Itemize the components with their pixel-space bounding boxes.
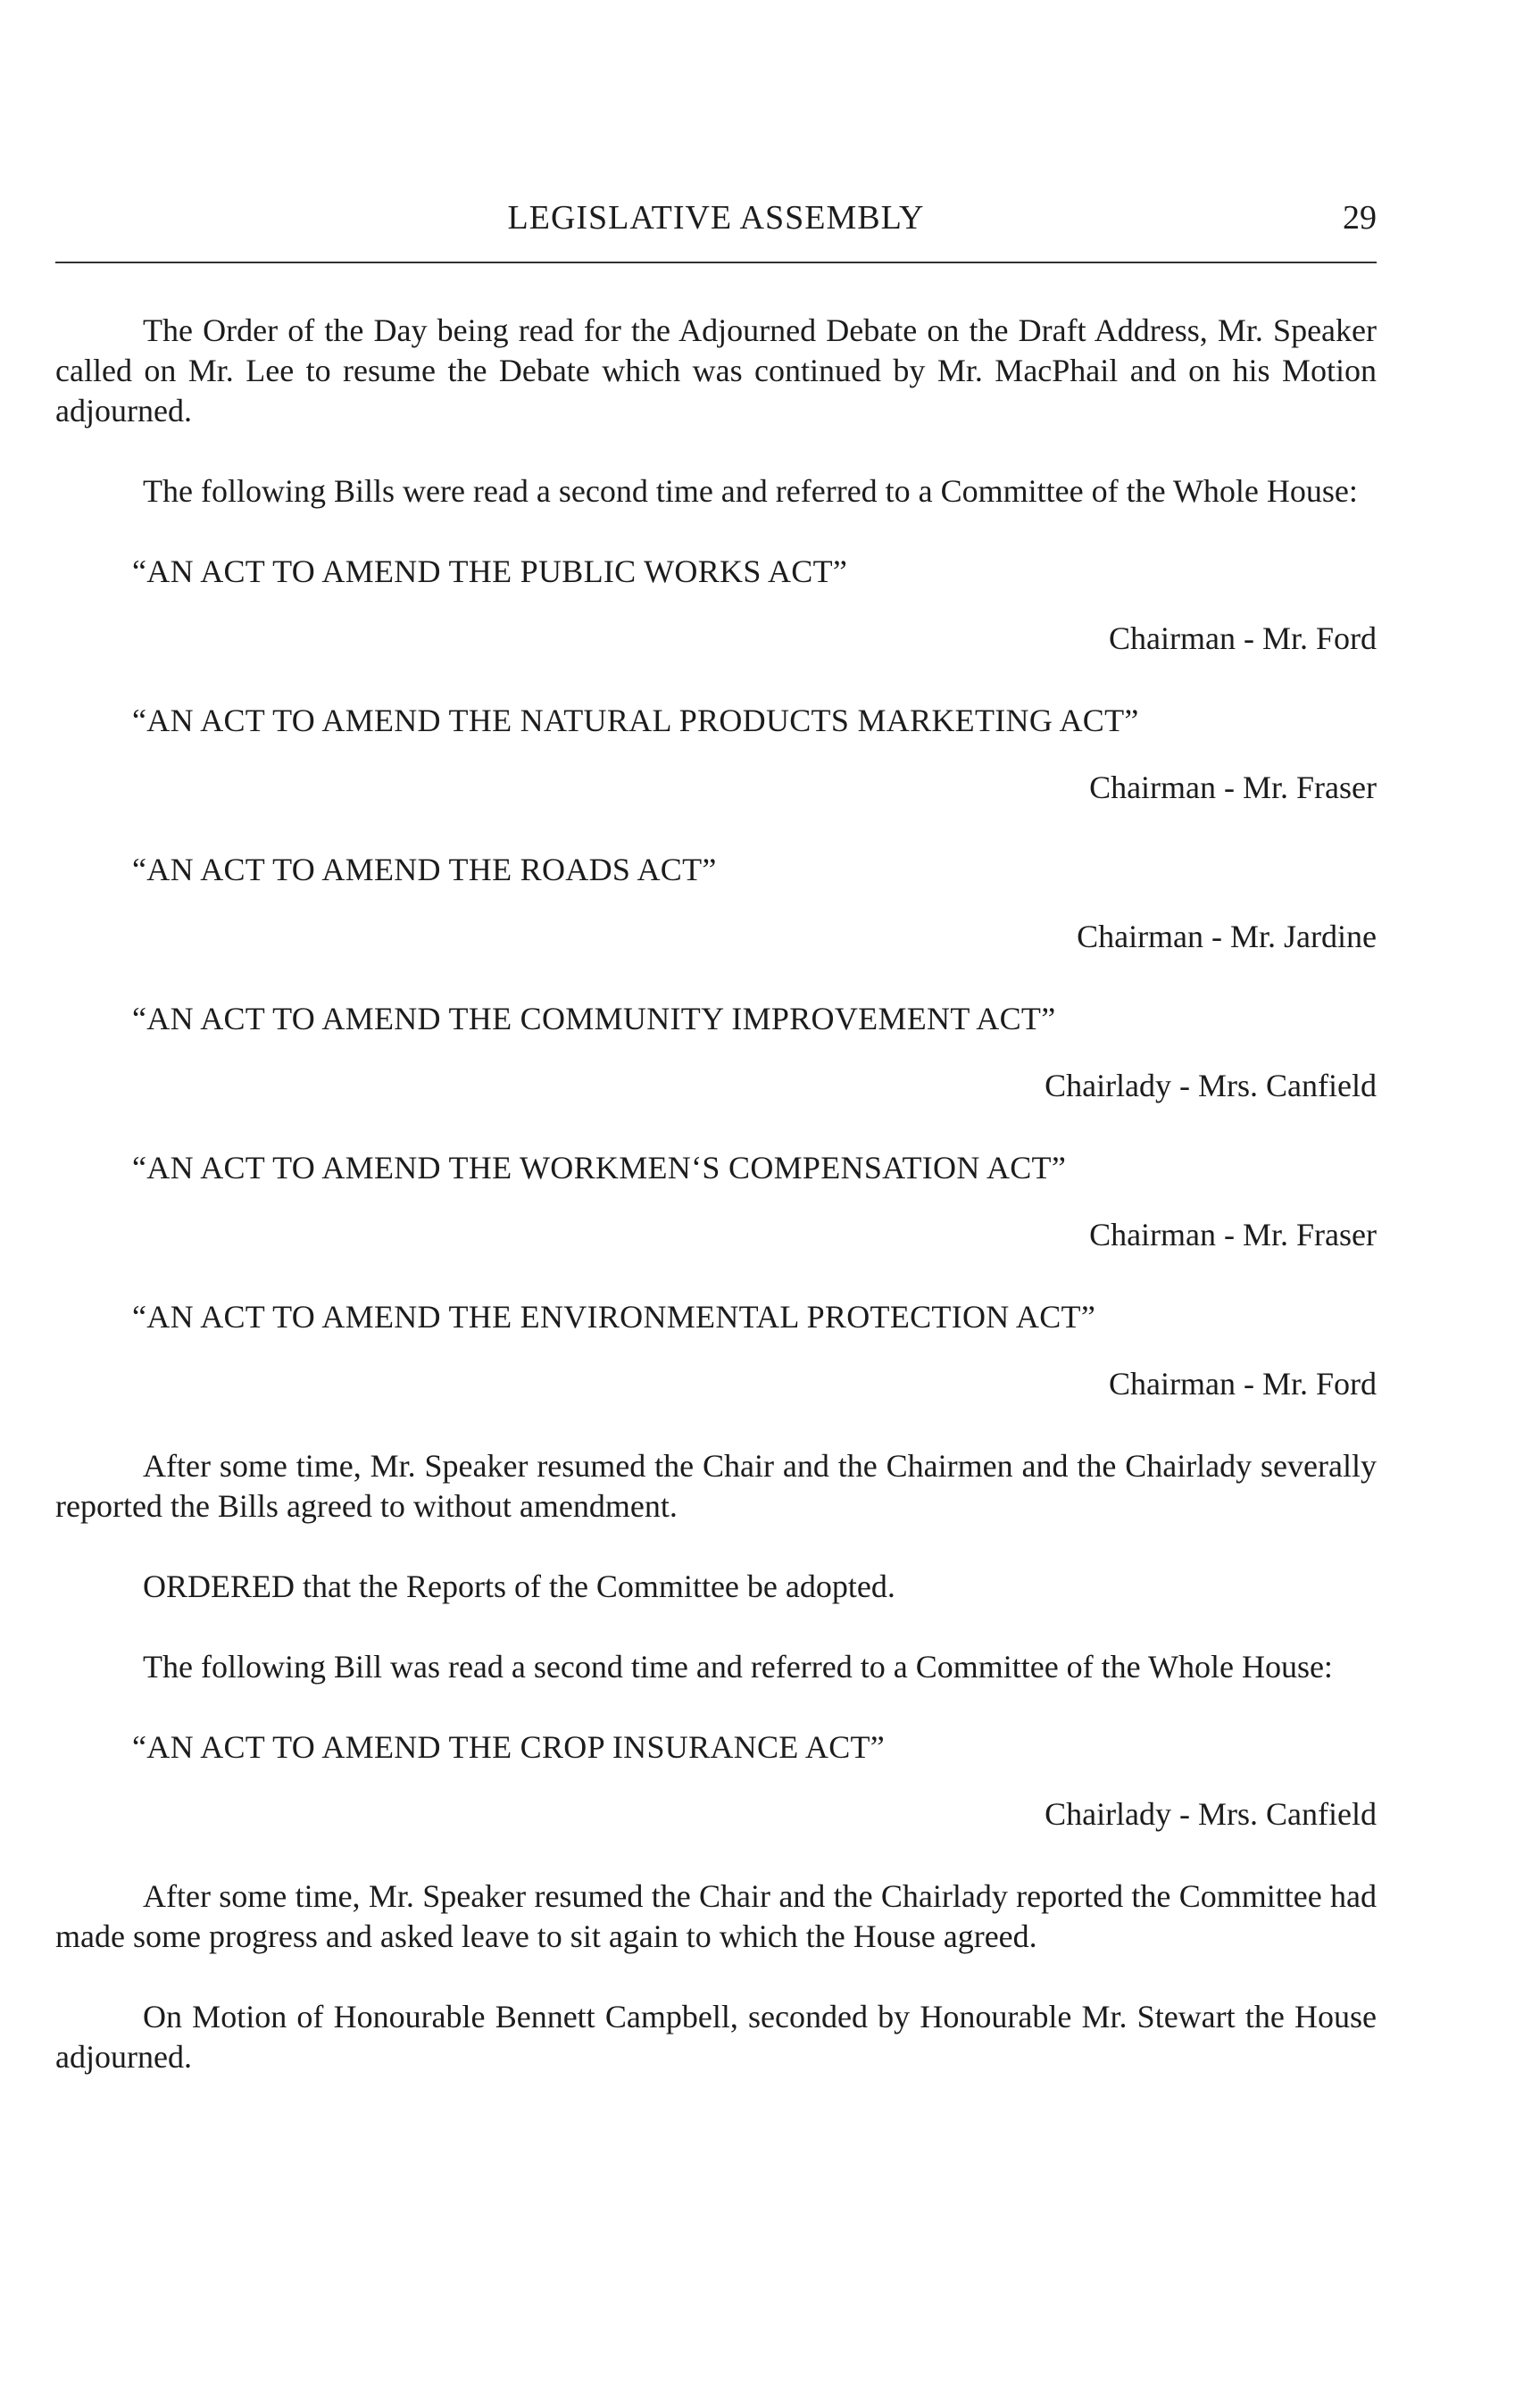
header-rule [55,262,1377,263]
bill-chair: Chairman - Mr. Jardine [1077,919,1377,954]
bill-entry [55,701,1377,808]
bill-title: “AN ACT TO AMEND THE PUBLIC WORKS ACT” [132,553,848,589]
bill-entry [55,850,1377,957]
bill-chair: Chairman - Mr. Ford [1109,620,1377,656]
paragraph-progress-reported: After some time, Mr. Speaker resumed the Chair and the Chairlady reported the Committee had made some progress and asked leave to sit again to which the House agreed. [55,1878,1377,1954]
page-number: 29 [1343,199,1377,237]
bill-entry [55,1297,1377,1404]
bill-title: “AN ACT TO AMEND THE CROP INSURANCE ACT” [132,1729,886,1765]
bill-title: “AN ACT TO AMEND THE ENVIRONMENTAL PROTECTION ACT” [132,1299,1096,1335]
paragraph-adjourned-debate: The Order of the Day being read for the Adjourned Debate on the Draft Address, Mr. Speaker called on Mr. Lee to resume the Debate which was continued by Mr. MacPhail and on his Motion adjourned. [55,312,1377,429]
bill-entry [55,1148,1377,1255]
page-header [55,198,1377,252]
bill-title: “AN ACT TO AMEND THE ROADS ACT” [132,852,717,887]
paragraph-house-adjourned: On Motion of Honourable Bennett Campbell, seconded by Honourable Mr. Stewart the House adjourned. [55,1999,1377,2075]
bill-chair: Chairman - Mr. Ford [1109,1366,1377,1402]
document-body [55,311,1377,2118]
bill-chair: Chairlady - Mrs. Canfield [1045,1796,1377,1832]
bill-entry [55,552,1377,659]
bill-entry [55,999,1377,1106]
bill-title: “AN ACT TO AMEND THE COMMUNITY IMPROVEMENT ACT” [132,1001,1056,1036]
paragraph-bills-reported: After some time, Mr. Speaker resumed the Chair and the Chairmen and the Chairlady severally reported the Bills agreed to without amendment. [55,1448,1377,1524]
bill-entry [55,1727,1377,1835]
bill-chair: Chairlady - Mrs. Canfield [1045,1068,1377,1103]
bill-chair: Chairman - Mr. Fraser [1089,1217,1377,1252]
bill-title: “AN ACT TO AMEND THE WORKMEN‘S COMPENSATION ACT” [132,1150,1067,1186]
bill-chair: Chairman - Mr. Fraser [1089,770,1377,805]
paragraph-ordered: ORDERED that the Reports of the Committee be adopted. [143,1568,895,1604]
header-title: LEGISLATIVE ASSEMBLY [507,199,925,237]
paragraph-bill-second-reading: The following Bill was read a second time and referred to a Committee of the Whole House: [143,1649,1333,1685]
paragraph-bills-second-reading: The following Bills were read a second time and referred to a Committee of the Whole House: [143,473,1358,509]
bill-title: “AN ACT TO AMEND THE NATURAL PRODUCTS MARKETING ACT” [132,703,1139,738]
